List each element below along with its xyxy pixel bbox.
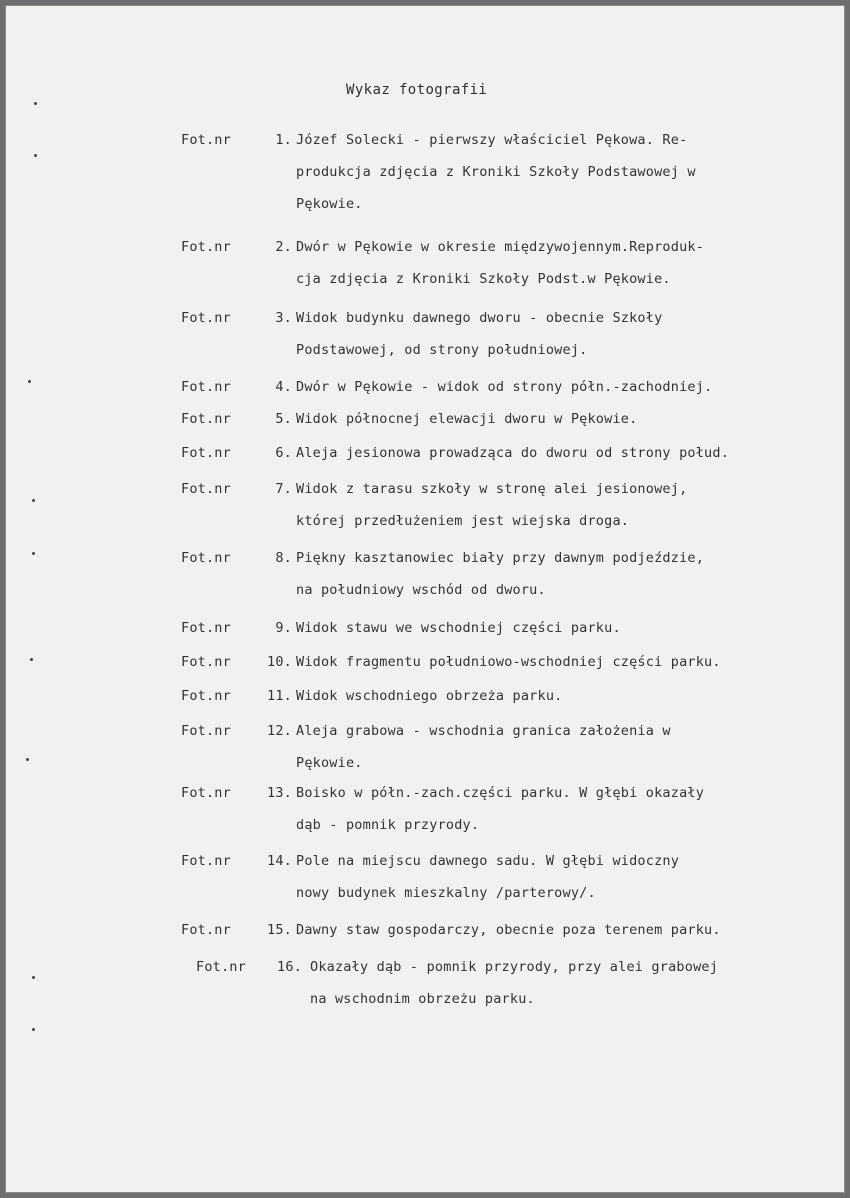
photo-description-line: której przedłużeniem jest wiejska droga. <box>296 513 630 529</box>
photo-number: 14. <box>267 853 292 869</box>
photo-label: Fot.nr <box>181 481 231 497</box>
photo-description-line: produkcja zdjęcia z Kroniki Szkoły Podstawowej w <box>296 164 696 180</box>
photo-label: Fot.nr <box>181 688 231 704</box>
photo-description-line: Dawny staw gospodarczy, obecnie poza terenem parku. <box>296 922 721 938</box>
document-title: Wykaz fotografii <box>346 82 488 98</box>
photo-description-line: Józef Solecki - pierwszy właściciel Pękowa. Re- <box>296 132 688 148</box>
photo-number: 8. <box>275 550 292 566</box>
photo-number: 12. <box>267 723 292 739</box>
photo-description-line: cja zdjęcia z Kroniki Szkoły Podst.w Pękowie. <box>296 271 671 287</box>
photo-label: Fot.nr <box>181 550 231 566</box>
photo-description-line: Dwór w Pękowie w okresie międzywojennym.Reproduk- <box>296 239 705 255</box>
document-page <box>6 6 844 1192</box>
photo-description-line: na południowy wschód od dworu. <box>296 582 546 598</box>
margin-mark <box>26 758 29 761</box>
photo-number: 15. <box>267 922 292 938</box>
photo-description-line: Aleja jesionowa prowadząca do dworu od strony połud. <box>296 445 730 461</box>
photo-number: 11. <box>267 688 292 704</box>
photo-description-line: Pękowie. <box>296 755 363 771</box>
photo-description-line: Widok budynku dawnego dworu - obecnie Szkoły <box>296 310 663 326</box>
margin-mark <box>32 1028 35 1031</box>
photo-number: 4. <box>275 379 292 395</box>
margin-mark <box>30 658 33 661</box>
photo-description-line: Piękny kasztanowiec biały przy dawnym podjeździe, <box>296 550 705 566</box>
photo-number: 13. <box>267 785 292 801</box>
photo-number: 9. <box>275 620 292 636</box>
photo-label: Fot.nr <box>181 411 231 427</box>
photo-label: Fot.nr <box>181 620 231 636</box>
photo-label: Fot.nr <box>181 853 231 869</box>
photo-description-line: Dwór w Pękowie - widok od strony półn.-zachodniej. <box>296 379 713 395</box>
margin-mark <box>34 154 37 157</box>
margin-mark <box>32 976 35 979</box>
photo-label: Fot.nr <box>181 654 231 670</box>
margin-mark <box>34 102 37 105</box>
photo-description-line: Widok fragmentu południowo-wschodniej części parku. <box>296 654 721 670</box>
margin-mark <box>28 380 31 383</box>
photo-description-line: Widok północnej elewacji dworu w Pękowie. <box>296 411 638 427</box>
photo-label: Fot.nr <box>196 959 246 975</box>
photo-number: 7. <box>275 481 292 497</box>
photo-label: Fot.nr <box>181 239 231 255</box>
photo-description-line: Pękowie. <box>296 196 363 212</box>
photo-label: Fot.nr <box>181 922 231 938</box>
photo-number: 5. <box>275 411 292 427</box>
photo-number: 10. <box>267 654 292 670</box>
photo-description-line: Okazały dąb - pomnik przyrody, przy alei grabowej <box>310 959 719 975</box>
photo-description-line: Boisko w półn.-zach.części parku. W głębi okazały <box>296 785 705 801</box>
margin-mark <box>32 499 35 502</box>
photo-description-line: Widok z tarasu szkoły w stronę alei jesionowej, <box>296 481 688 497</box>
photo-label: Fot.nr <box>181 310 231 326</box>
photo-number: 16. <box>277 959 302 975</box>
photo-label: Fot.nr <box>181 379 231 395</box>
photo-label: Fot.nr <box>181 445 231 461</box>
photo-description-line: Pole na miejscu dawnego sadu. W głębi widoczny <box>296 853 680 869</box>
photo-description-line: Widok stawu we wschodniej części parku. <box>296 620 621 636</box>
photo-description-line: Podstawowej, od strony południowej. <box>296 342 588 358</box>
photo-number: 6. <box>275 445 292 461</box>
photo-number: 3. <box>275 310 292 326</box>
photo-number: 2. <box>275 239 292 255</box>
photo-description-line: dąb - pomnik przyrody. <box>296 817 480 833</box>
photo-description-line: nowy budynek mieszkalny /parterowy/. <box>296 885 596 901</box>
photo-description-line: Aleja grabowa - wschodnia granica założenia w <box>296 723 671 739</box>
photo-description-line: na wschodnim obrzeżu parku. <box>310 991 535 1007</box>
photo-number: 1. <box>275 132 292 148</box>
photo-label: Fot.nr <box>181 785 231 801</box>
photo-label: Fot.nr <box>181 132 231 148</box>
photo-label: Fot.nr <box>181 723 231 739</box>
photo-description-line: Widok wschodniego obrzeża parku. <box>296 688 563 704</box>
margin-mark <box>32 552 35 555</box>
